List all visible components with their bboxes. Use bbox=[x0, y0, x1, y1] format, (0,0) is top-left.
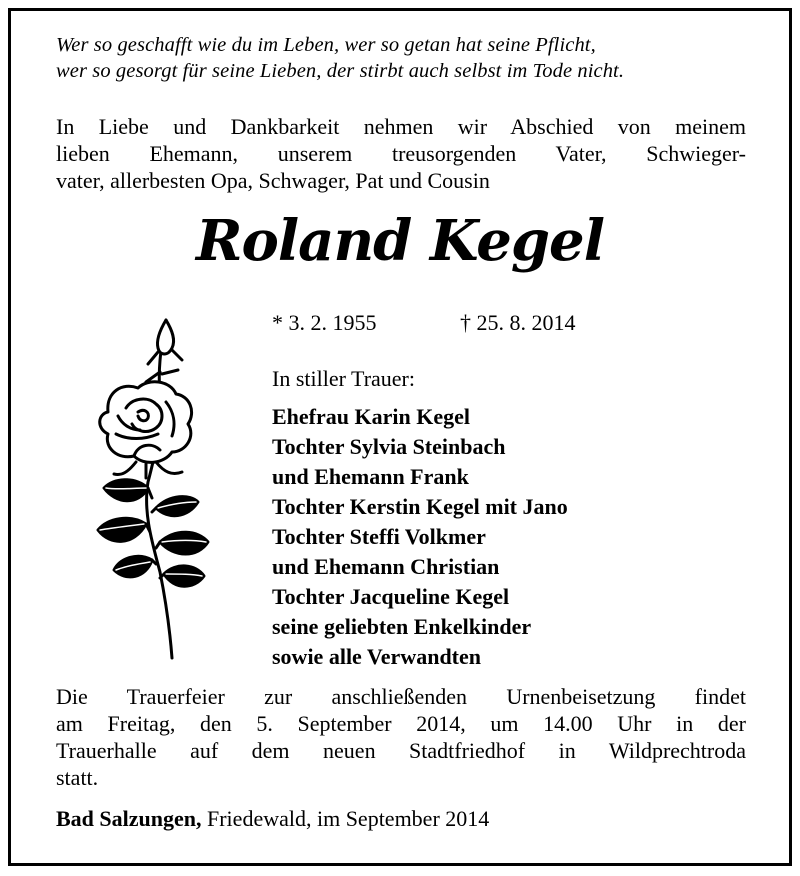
intro-line-3: vater, allerbesten Opa, Schwager, Pat und Cousin bbox=[56, 168, 490, 193]
deceased-name: Roland Kegel bbox=[196, 208, 604, 274]
death-date: † 25. 8. 2014 bbox=[460, 310, 576, 335]
birth-date: * 3. 2. 1955 bbox=[272, 310, 377, 335]
funeral-line-3: Trauerhalle auf dem neuen Stadtfriedhof in Wildprechtroda bbox=[56, 738, 746, 763]
mourner-line: Tochter Kerstin Kegel mit Jano bbox=[272, 494, 568, 519]
life-dates bbox=[272, 310, 576, 336]
mourner-line: Tochter Steffi Volkmer bbox=[272, 524, 486, 549]
intro-line-1: In Liebe und Dankbarkeit nehmen wir Abschied von meinem bbox=[56, 114, 746, 139]
mourner-line: Ehefrau Karin Kegel bbox=[272, 404, 470, 429]
mourner-line: und Ehemann Christian bbox=[272, 554, 500, 579]
funeral-line-1: Die Trauerfeier zur anschließenden Urnenbeisetzung findet bbox=[56, 684, 746, 709]
motto-line-2: wer so gesorgt für seine Lieben, der stirbt auch selbst im Tode nicht. bbox=[56, 60, 625, 82]
funeral-line-4: statt. bbox=[56, 765, 99, 790]
mourner-line: und Ehemann Frank bbox=[272, 464, 469, 489]
mourner-line: Tochter Sylvia Steinbach bbox=[272, 434, 506, 459]
closing-line bbox=[56, 806, 489, 832]
mourner-line: seine geliebten Enkelkinder bbox=[272, 614, 532, 639]
motto-line-1: Wer so geschafft wie du im Leben, wer so getan hat seine Pflicht, bbox=[56, 34, 596, 56]
rose-icon bbox=[48, 312, 238, 662]
mourners-list bbox=[272, 402, 568, 672]
funeral-line-2: am Freitag, den 5. September 2014, um 14.00 Uhr in der bbox=[56, 711, 746, 736]
mourner-line: Tochter Jacqueline Kegel bbox=[272, 584, 510, 609]
mourning-label: In stiller Trauer: bbox=[272, 366, 415, 391]
mourner-line: sowie alle Verwandten bbox=[272, 644, 481, 669]
closing-rest: Friedewald, im September 2014 bbox=[207, 806, 490, 831]
intro-line-2: lieben Ehemann, unserem treusorgenden Vater, Schwieger- bbox=[56, 141, 746, 166]
closing-place: Bad Salzungen, bbox=[56, 806, 202, 831]
